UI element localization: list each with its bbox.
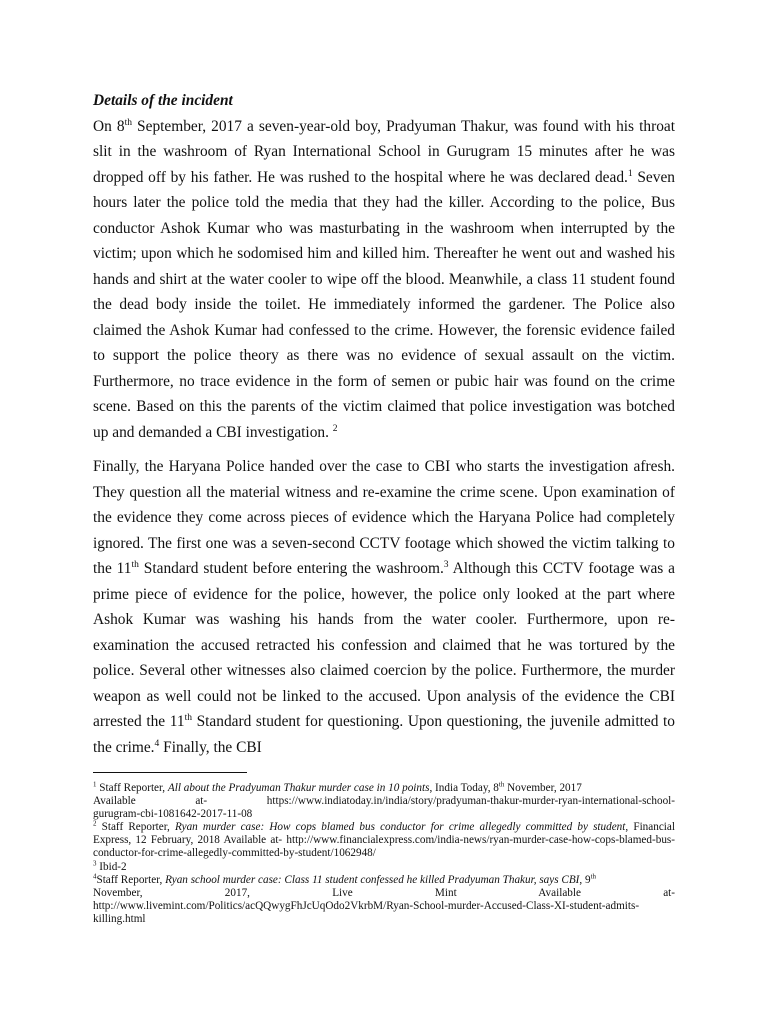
footnote-text: Staff Reporter, — [96, 782, 168, 794]
article-title: Ryan school murder case: Class 11 student confessed he killed Pradyuman Thakur, says CBI — [165, 873, 580, 886]
text-run: On 8 — [93, 117, 125, 135]
ordinal-suffix: th — [124, 116, 132, 128]
footnote-link[interactable]: Available at- https://www.indiatoday.in/india/story/pradyuman-thakur-murder-ryan-international-school- — [93, 795, 675, 808]
footnote-number: 1 — [93, 780, 97, 789]
footnote-ref-3[interactable]: 3 — [443, 558, 449, 570]
text-run: Finally, the CBI — [159, 738, 262, 756]
section-heading: Details of the incident — [93, 92, 233, 109]
footnote-link[interactable]: , Financial Express, 12 February, 2018 Available at- http://www.financialexpress.com/india-news/ryan-murder-case-how-cops-blamed-bus-conductor-for-crime-allegedly-committed-by-student/1062948/ — [93, 821, 675, 860]
ordinal-suffix: th — [184, 711, 192, 723]
footnote-number: 2 — [93, 819, 97, 828]
footnote-ref-1[interactable]: 1 — [627, 167, 633, 179]
article-title: Ryan murder case: How cops blamed bus conductor for crime allegedly committed by student — [174, 821, 626, 834]
footnote-1 — [93, 782, 675, 821]
text-run: Standard student for questioning. Upon questioning, the juvenile admitted to the crime. — [93, 713, 675, 756]
footnote-text: , 9 — [579, 873, 591, 886]
footnote-separator — [93, 772, 247, 773]
footnote-text: , India Today, 8 — [429, 782, 499, 794]
footnote-number: 3 — [93, 858, 97, 867]
footnote-text: November, 2017 — [504, 782, 582, 794]
footnote-number: 4 — [93, 871, 97, 880]
text-run: Although this CCTV footage was a prime piece of evidence for the police, however, the police only looked at the part where Ashok Kumar was washing his hands from the water cooler. Furthermore, upon re-examination the accused retracted his confession and claimed that he was tortured by the police. Several other witnesses also claimed coercion by the police. Furthermore, the murder weapon as well could not be linked to the accused. Upon analysis of the evidence the CBI arrested the 11 — [93, 560, 675, 730]
ordinal-suffix: th — [131, 558, 139, 570]
text-run: Standard student before entering the washroom. — [138, 560, 444, 577]
footnote-ref-2[interactable]: 2 — [332, 422, 338, 434]
paragraph-1 — [93, 114, 675, 446]
footnote-link[interactable]: http://www.livemint.com/Politics/acQQwygFhJcUqOdo2VkrbM/Ryan-School-murder-Accused-Class-XI-student-admits-killing.html — [93, 899, 640, 925]
main-text — [93, 88, 675, 760]
text-run: Seven hours later the police told the media that they had the killer. According to the police, Bus conductor Ashok Kumar who was masturbating in the washroom when interrupted by the victim; upon which he sodomised him and killed him. Thereafter he went out and washed his hands and shirt at the water cooler to wipe off the blood. Meanwhile, a class 11 student found the dead body inside the toilet. He immediately informed the gardener. The Police also claimed the Ashok Kumar had confessed to the crime. However, the forensic evidence failed to support the police theory as there was no evidence of sexual assault on the victim. Furthermore, no trace evidence in the form of semen or pubic hair was found on the crime scene. Based on this the parents of the victim claimed that police investigation was botched up and demanded a CBI investigation. — [93, 168, 675, 441]
footnote-4 — [93, 871, 675, 926]
text-run: September, 2017 a seven-year-old boy, Pradyuman Thakur, was found with his throat slit in the washroom of Ryan International School in Gurugram 15 minutes after he was dropped off by his father. He was rushed to the hospital where he was declared dead. — [93, 117, 675, 186]
footnote-link-cont[interactable]: gurugram-cbi-1081642-2017-11-08 — [93, 808, 253, 821]
footnote-text: Staff Reporter, — [96, 821, 175, 834]
ordinal-suffix: th — [498, 780, 505, 789]
footnote-3 — [93, 858, 675, 874]
footnote-ref-4[interactable]: 4 — [154, 737, 160, 749]
footnote-text: Ibid-2 — [96, 860, 127, 873]
footnote-text: November, 2017, Live Mint Available at- — [93, 886, 675, 899]
footnotes — [93, 782, 675, 926]
text-run: Finally, the Haryana Police handed over the case to CBI who starts the investigation afresh. They question all the material witness and re-examine the crime scene. Upon examination of the evidence they come across pieces of evidence which the Haryana Police had completely ignored. The first one was a seven-second CCTV footage which showed the victim talking to the 11 — [93, 458, 675, 577]
paragraph-2 — [93, 454, 675, 760]
footnote-2 — [93, 821, 675, 860]
ordinal-suffix: th — [590, 871, 596, 880]
article-title: All about the Pradyuman Thakur murder case in 10 points — [167, 782, 430, 794]
footnote-text: Staff Reporter, — [96, 873, 166, 886]
